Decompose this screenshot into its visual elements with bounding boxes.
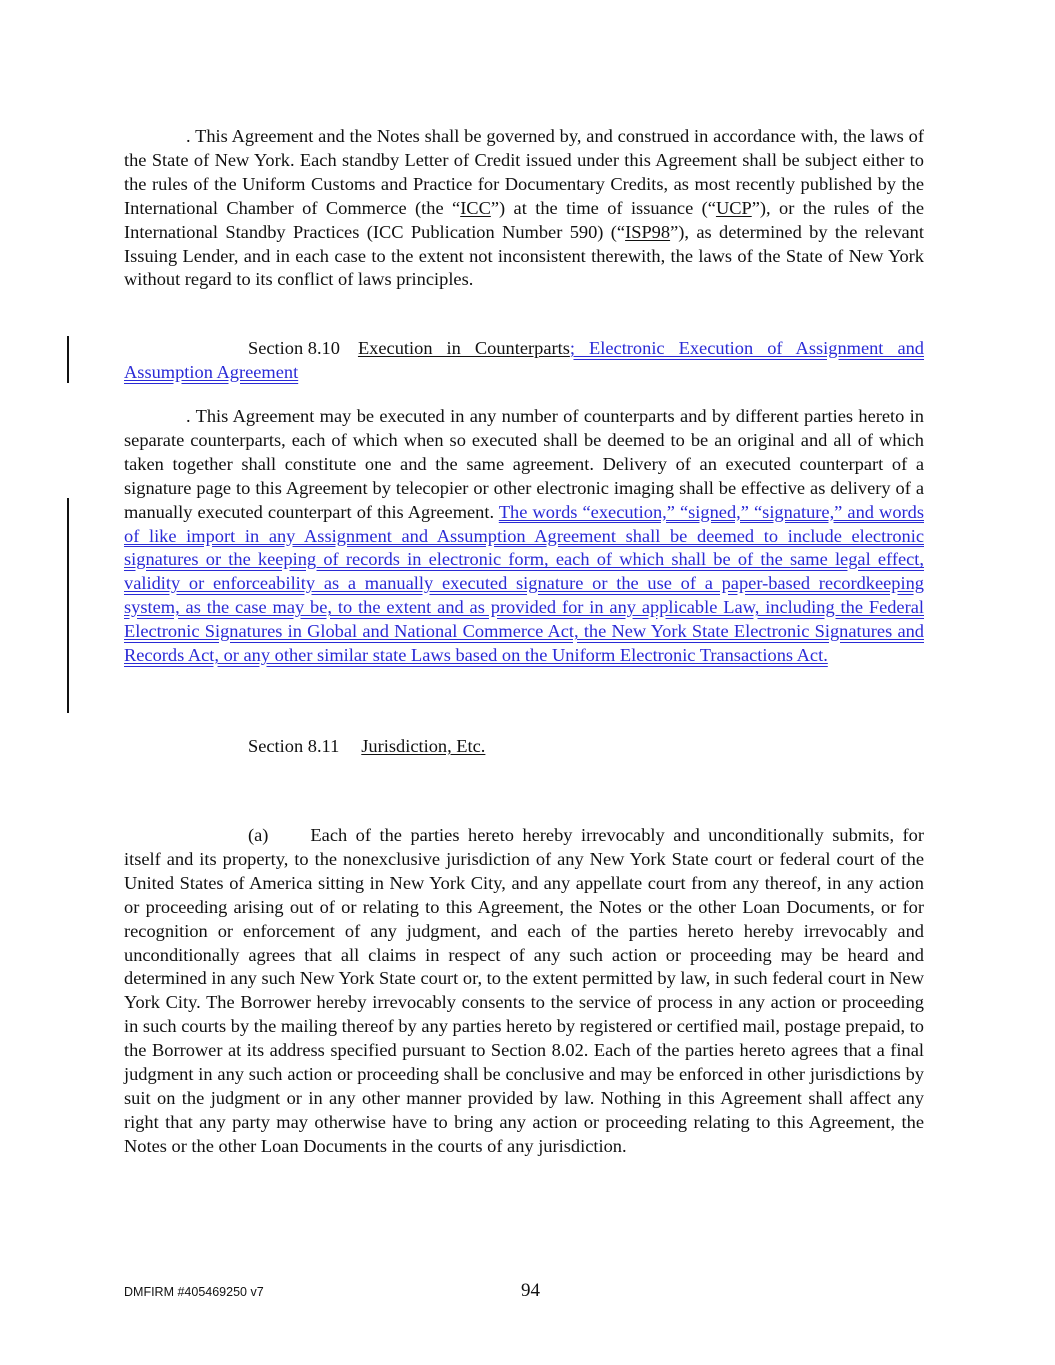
clause-label: (a)	[248, 825, 269, 845]
page-number: 94	[521, 1280, 540, 1301]
governing-law-paragraph	[124, 125, 924, 292]
paragraph-text: ”) at the time of issuance (“	[490, 197, 716, 218]
footer-document-id: DMFIRM #405469250 v7	[124, 1285, 264, 1299]
paragraph-text: Each of the parties hereto hereby irrevocably and unconditionally submits, for itself and its property, to the nonexclusive jurisdiction of any New York State court or federal court of the United States of America sitting in New York City, and any appellate court from any thereof, in any action or proceeding arising out of or relating to this Agreement, the Notes or the other Loan Documents, or for recognition or enforcement of any judgment, and each of the parties hereto hereby irrevocably and unconditionally agrees that all claims in respect of any such action or proceeding may be heard and determined in any such New York State court or, to the extent permitted by law, in such federal court in New York City. The Borrower hereby irrevocably consents to the service of process in any action or proceeding in such courts by the mailing thereof by any parties hereto by registered or certified mail, postage prepaid, to the Borrower at its address specified pursuant to Section 8.02. Each of the parties hereto agrees that a final judgment in any such action or proceeding shall be conclusive and may be enforced in other jurisdictions by suit on the judgment or in any other manner provided by law. Nothing in this Agreement shall affect any right that any party may otherwise have to bring any action or proceeding relating to this Agreement, the Notes or the other Loan Documents in the courts of any jurisdiction.	[124, 825, 924, 1156]
section-number: Section 8.11	[248, 736, 340, 756]
section-title: Jurisdiction, Etc.	[361, 736, 486, 756]
inserted-paragraph-text: The words “execution,” “signed,” “signature,” and words of like import in any Assignment and Assumption Agreement shall be deemed to include electronic signatures or the keeping of records in electronic form, each of which shall be of the same legal effect, validity or enforceability as a manually executed signature or the use of a paper-based recordkeeping system, as the case may be, to the extent and as provided for in any applicable Law, including the Federal Electronic Signatures in Global and National Commerce Act, the New York State Electronic Signatures and Records Act, or any other similar state Laws based on the Uniform Electronic Transactions Act.	[124, 501, 924, 666]
inserted-title-text: ; Electronic Execution of Assignment and Assumption Agreement	[124, 338, 925, 382]
section-8-10-body	[124, 405, 924, 668]
paragraph-text: . This Agreement and the Notes shall be governed by, and construed in accordance with, the laws of the State of New York. Each standby Letter of Credit issued under this Agreement shall be subject either to the rules of the Uniform Customs and Practice for Documentary Credits, as most recently published by the International Chamber of Commerce (the “	[124, 126, 924, 218]
paragraph-text: ”), or the rules of the International Standby Practices (ICC Publication Number 590) (“	[124, 197, 924, 242]
paragraph-text: . This Agreement may be executed in any number of counterparts and by different parties hereto in separate counterparts, each of which when so executed shall be deemed to be an original and all of which taken together shall constitute one and the same agreement. Delivery of an executed counterpart of a signature page to this Agreement by telecopier or other electronic imaging shall be effective as delivery of a manually executed counterpart of this Agreement.	[124, 406, 924, 522]
section-number: Section 8.10	[248, 338, 340, 358]
change-bar	[67, 498, 69, 713]
defined-term-icc: ICC	[460, 197, 491, 218]
defined-term-isp98: ISP98	[625, 221, 671, 242]
section-8-11-heading	[124, 735, 924, 759]
section-8-11-clause-a	[124, 824, 924, 1159]
change-bar	[67, 336, 69, 383]
defined-term-ucp: UCP	[715, 197, 752, 218]
section-title: Execution in Counterparts	[357, 338, 570, 358]
section-8-10-heading	[124, 337, 924, 385]
paragraph-text: ”), as determined by the relevant Issuing Lender, and in each case to the extent not inconsistent therewith, the laws of the State of New York without regard to its conflict of laws principles.	[124, 221, 924, 290]
